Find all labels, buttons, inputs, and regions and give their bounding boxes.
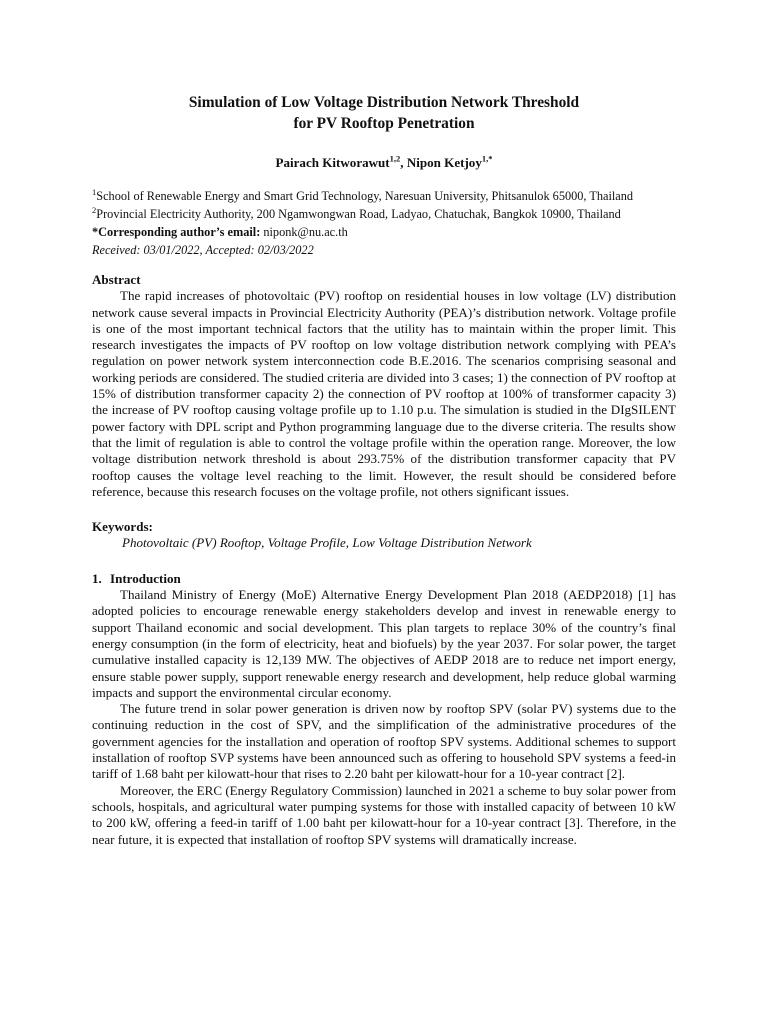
affiliation-text: Provincial Electricity Authority, 200 Ngamwongwan Road, Ladyao, Chatuchak, Bangkok 10900, Thailand — [96, 207, 621, 221]
section-heading-introduction — [92, 571, 676, 587]
affiliation-line — [92, 187, 676, 205]
affiliation-mark: 2 — [92, 204, 97, 215]
author-name: Nipon Ketjoy — [406, 155, 482, 170]
paper-title — [92, 92, 676, 134]
author-list — [92, 154, 676, 171]
keywords-heading: Keywords: — [92, 519, 153, 535]
affiliations — [92, 187, 676, 259]
keywords-text: Photovoltaic (PV) Rooftop, Voltage Profile, Low Voltage Distribution Network — [122, 535, 532, 551]
affiliation-line — [92, 205, 676, 223]
affiliation-text: School of Renewable Energy and Smart Grid Technology, Naresuan University, Phitsanulok 65000, Thailand — [96, 189, 634, 203]
author-name: Pairach Kitworawut — [275, 155, 390, 170]
abstract-heading: Abstract — [92, 272, 141, 287]
corresponding-author — [92, 223, 676, 241]
section-number: 1. — [92, 570, 102, 586]
intro-paragraph: The future trend in solar power generation is driven now by rooftop SPV (solar PV) systems due to the continuing reduction in the cost of SPV, and the simplification of the administrative procedures of the government agencies for the installation and operation of rooftop SPV systems. Additional schemes to support installation of rooftop SVP systems have been announced such as offering to household SPV systems a feed-in tariff of 1.68 baht per kilowatt-hour that rises to 2.20 baht per kilowatt-hour for a 10-year contract [2]. — [92, 701, 676, 782]
paper-page — [92, 92, 676, 848]
intro-paragraph: Thailand Ministry of Energy (MoE) Alternative Energy Development Plan 2018 (AEDP2018) [1] has adopted policies to encourage renewable energy stakeholders develop and invest in renewable energy to support Thailand economic and social development. This plan targets to replace 30% of the country’s final energy consumption (in the form of electricity, heat and biofuels) by the year 2037. For solar power, the target cumulative installed capacity is 12,139 MW. The objectives of AEDP 2018 are to reduce net import energy, ensure stable power supply, support renewable energy research and development, help reduce global warming impacts and support the environmental circular economy. — [92, 587, 676, 700]
author-affiliation-mark: 1,2 — [389, 153, 401, 164]
intro-paragraph: Moreover, the ERC (Energy Regulatory Commission) launched in 2021 a scheme to buy solar power from schools, hospitals, and agricultural water pumping systems for those with installed capacity of between 10 kW to 200 kW, offering a feed-in tariff of 1.00 baht per kilowatt-hour for a 10-year contract [3]. Therefore, in the near future, it is expected that installation of rooftop SPV systems will dramatically increase. — [92, 782, 676, 847]
section-title: Introduction — [110, 570, 181, 586]
received-accepted-dates: Received: 03/01/2022, Accepted: 02/03/2022 — [92, 243, 314, 257]
affiliation-mark: 1 — [92, 186, 97, 197]
paper-title-line1: Simulation of Low Voltage Distribution Network Threshold — [188, 94, 580, 111]
author-separator: , — [400, 155, 407, 170]
author-affiliation-mark: 1,* — [481, 153, 493, 164]
paper-title-line2: for PV Rooftop Penetration — [293, 115, 475, 132]
abstract-text: The rapid increases of photovoltaic (PV) rooftop on residential houses in low voltage (LV) distribution network cause several impacts in Provincial Electricity Authority (PEA)’s distribution network. Voltage profile is one of the most important technical factors that the utility has to maintain within the proper limit. This research investigates the impacts of PV rooftop on low voltage distribution network complying with PEA’s regulation on power network system interconnection code B.E.2016. The scenarios comprising seasonal and working periods are considered. The studied criteria are divided into 3 cases; 1) the connection of PV rooftop at 15% of distribution transformer capacity 2) the connection of PV rooftop at 100% of transformer capacity 3) the increase of PV rooftop causing voltage profile up to 1.10 p.u. The simulation is studied in the DIgSILENT power factory with DPL script and Python programming language due to the diverse criteria. The results show that the limit of regulation is able to control the voltage profile within the operation range. Moreover, the low voltage distribution network threshold is about 293.75% of the distribution transformer capacity that PV rooftop causes the voltage level reaching to the limit. However, the result should be considered before reference, because this research focuses on the voltage profile, not others significant issues. — [92, 288, 676, 499]
email-label: *Corresponding author’s email: — [92, 225, 261, 239]
email-address[interactable]: niponk@nu.ac.th — [260, 225, 348, 239]
